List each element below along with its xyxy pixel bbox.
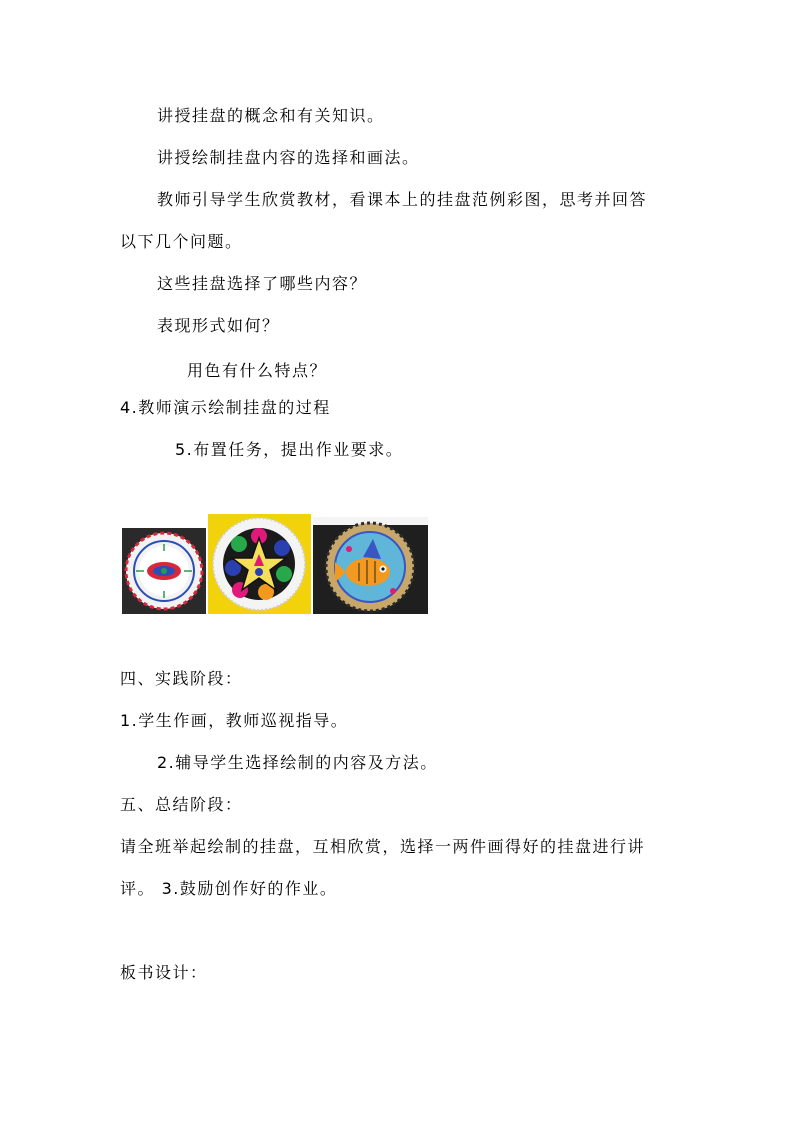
section-5-heading: 五、总结阶段： (120, 795, 243, 814)
decorated-plate-photo-2 (208, 514, 311, 614)
text-line-14: 请全班举起绘制的挂盘，互相欣赏，选择一两件画得好的挂盘进行讲 (120, 837, 646, 856)
decorated-plate-photo-1 (122, 528, 206, 614)
plate-2-graphic (208, 514, 311, 614)
section-4-heading: 四、实践阶段： (120, 669, 243, 688)
text-line-5: 这些挂盘选择了哪些内容？ (157, 274, 368, 293)
text-line-15: 评。 3.鼓励创作好的作业。 (120, 879, 338, 898)
text-line-8: 4.教师演示绘制挂盘的过程 (120, 398, 331, 417)
text-line-1: 讲授挂盘的概念和有关知识。 (157, 106, 385, 125)
text-line-12: 2.辅导学生选择绘制的内容及方法。 (157, 753, 438, 772)
text-line-3: 教师引导学生欣赏教材，看课本上的挂盘范例彩图，思考并回答 (157, 190, 648, 209)
plate-1-graphic (122, 528, 206, 614)
text-line-4: 以下几个问题。 (120, 232, 243, 251)
decorated-plate-photo-3 (313, 517, 428, 614)
board-design-heading: 板书设计： (120, 963, 208, 982)
text-line-6: 表现形式如何？ (157, 316, 280, 335)
text-line-9: 5.布置任务，提出作业要求。 (175, 440, 404, 459)
text-line-11: 1.学生作画，教师巡视指导。 (120, 711, 349, 730)
text-line-2: 讲授绘制挂盘内容的选择和画法。 (157, 148, 420, 167)
text-line-7: 用色有什么特点？ (187, 361, 328, 380)
plate-3-graphic (313, 517, 428, 614)
